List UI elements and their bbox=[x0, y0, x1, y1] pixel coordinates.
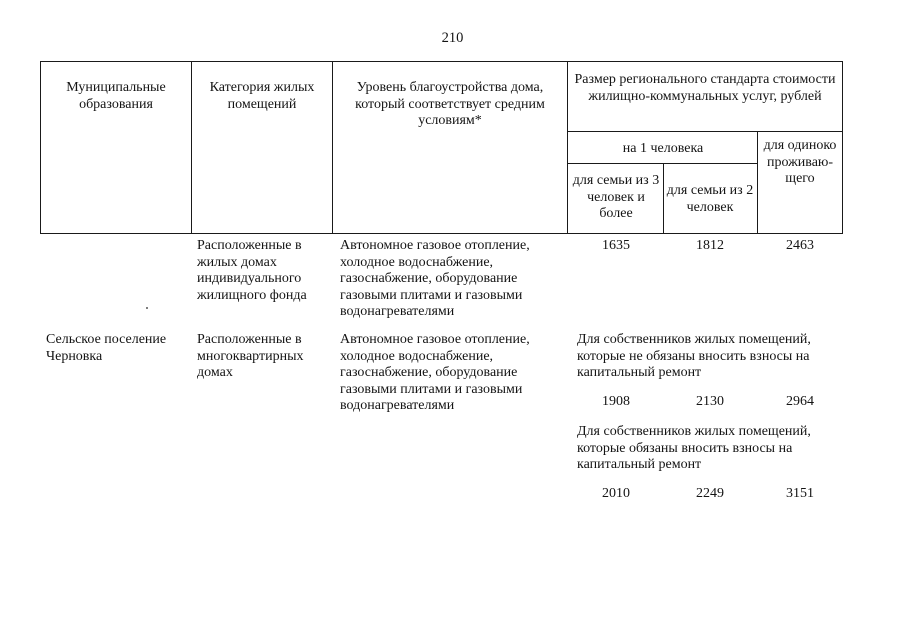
table-top-border bbox=[40, 61, 843, 62]
header-standard-size: Размер регионального стандарта стоимости жилищно-коммунальных услуг, рублей bbox=[574, 72, 836, 104]
row2-note-capital-repair: Для собственников жилых помещений, которые обязаны вносить взносы на капитальный ремонт bbox=[577, 424, 811, 473]
row2b-value-family3: 2010 bbox=[602, 486, 630, 501]
row2-municipality: Сельское поселение Черновка bbox=[46, 332, 167, 364]
header-family-3: для семьи из 3 человек и более bbox=[572, 173, 660, 222]
row2a-value-family2: 2130 bbox=[696, 394, 724, 409]
row1-value-family3: 1635 bbox=[602, 238, 630, 253]
row1-category: Расположенные в жилых домах индивидуального жилищного фонда bbox=[197, 238, 307, 303]
scan-speck bbox=[146, 307, 148, 309]
col-border-6 bbox=[842, 61, 843, 234]
header-family-2: для семьи из 2 человек bbox=[666, 183, 754, 215]
row2-note-no-capital-repair: Для собственников жилых помещений, которые не обязаны вносить взносы на капитальный ремонт bbox=[577, 332, 811, 381]
row2-category: Расположенные в многоквартирных домах bbox=[197, 332, 304, 381]
header-divider-2 bbox=[567, 163, 757, 164]
row2b-value-family2: 2249 bbox=[696, 486, 724, 501]
col-border-1 bbox=[191, 61, 192, 234]
row2b-value-single: 3151 bbox=[786, 486, 814, 501]
col-border-0 bbox=[40, 61, 41, 234]
row2a-value-single: 2964 bbox=[786, 394, 814, 409]
header-amenities: Уровень благоустройства дома, который соответствует средним условиям* bbox=[355, 80, 545, 129]
page-number: 210 bbox=[441, 30, 464, 46]
row2-amenities: Автономное газовое отопление, холодное водоснабжение, газоснабжение, оборудование газовыми плитами и газовыми водонагревателями bbox=[340, 332, 530, 414]
header-divider-1 bbox=[567, 131, 843, 132]
row1-value-single: 2463 bbox=[786, 238, 814, 253]
col-border-2 bbox=[332, 61, 333, 234]
col-border-4 bbox=[663, 163, 664, 234]
header-municipality: Муниципальные образования bbox=[66, 80, 166, 112]
header-single: для одиноко проживаю-щего bbox=[763, 138, 837, 187]
row1-amenities: Автономное газовое отопление, холодное водоснабжение, газоснабжение, оборудование газовыми плитами и газовыми водонагревателями bbox=[340, 238, 530, 320]
row1-value-family2: 1812 bbox=[696, 238, 724, 253]
header-category: Категория жилых помещений bbox=[209, 80, 315, 112]
col-border-3 bbox=[567, 61, 568, 234]
header-per-person: на 1 человека bbox=[622, 141, 704, 156]
row2a-value-family3: 1908 bbox=[602, 394, 630, 409]
header-bottom-border bbox=[40, 233, 843, 234]
